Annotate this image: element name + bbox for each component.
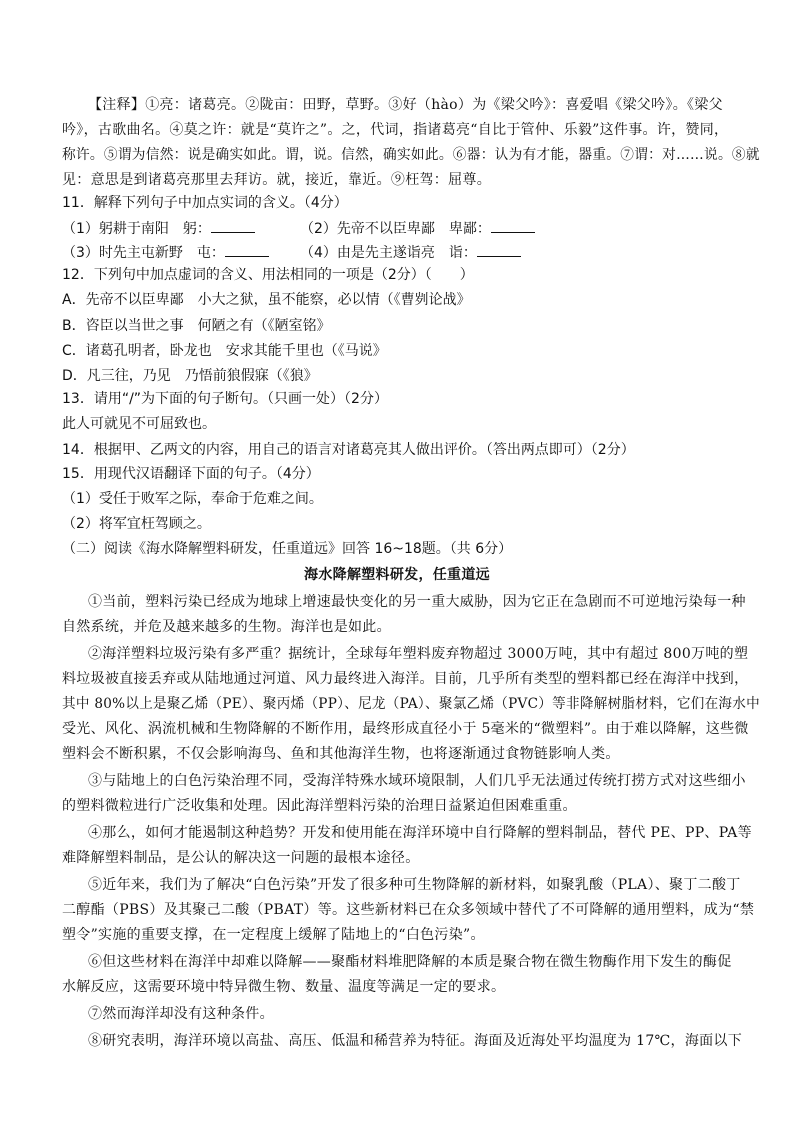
- notes-line-1: 【注释】①亮：诸葛亮。②陇亩：田野，草野。③好（hào）为《梁父吟》：喜爱唱《梁父吟》。《梁父: [88, 97, 723, 113]
- notes-line-4: 见：意思是到诸葛亮那里去拜访。就，接近，靠近。⑨枉驾：屈尊。: [62, 172, 491, 188]
- article-p2-line: 其中 80%以上是聚乙烯（PE）、聚丙烯（PP）、尼龙（PA）、聚氯乙烯（PVC）等非降解树脂材料，它们在海水中: [62, 696, 761, 712]
- article-title: 海水降解塑料研发，任重道远: [304, 567, 490, 583]
- article-p5-line: ⑤近年来，我们为了解决“白色污染”开发了很多种可生物降解的新材料，如聚乳酸（PLA）、聚丁二酸丁: [88, 877, 741, 893]
- q11-item-1: [62, 217, 255, 239]
- q12-option-c[interactable]: C．诸葛孔明者，卧龙也 安求其能千里也（《马说》: [62, 343, 387, 359]
- article-p2-line: 塑料会不断积累，不仅会影响海鸟、鱼和其他海洋生物，也将逐渐通过食物链影响人类。: [62, 746, 620, 762]
- q12-option-b[interactable]: B．咨臣以当世之事 何陋之有（《陋室铭》: [62, 318, 331, 334]
- article-p5-line: 二醇酯（PBS）及其聚己二酸（PBAT）等。这些新材料已在众多领域中替代了不可降解的通用塑料，成为“禁: [62, 902, 755, 918]
- q11-item-4-text: （4）由是先主遂诣亮 诣：: [300, 245, 477, 261]
- notes-line-2: 吟》，古歌曲名。④莫之许：就是“莫许之”。之，代词，指诸葛亮“自比于管仲、乐毅”这件事。许，赞同，: [62, 122, 729, 138]
- q14-stem: 14．根据甲、乙两文的内容，用自己的语言对诸葛亮其人做出评价。（答出两点即可）（2分）: [62, 442, 635, 458]
- article-p6-line: 水解反应，这需要环境中特异微生物、数量、温度等满足一定的要求。: [62, 979, 506, 995]
- article-p4-line: 难降解塑料制品，是公认的解决这一问题的最根本途径。: [62, 850, 420, 866]
- answer-blank[interactable]: [225, 241, 269, 257]
- article-p5-line: 塑令”实施的重要支撑，在一定程度上缓解了陆地上的“白色污染”。: [62, 927, 485, 943]
- q11-item-3-text: （3）时先主屯新野 屯：: [62, 245, 225, 261]
- q11-item-2-text: （2）先帝不以臣卑鄙 卑鄙：: [300, 221, 491, 237]
- article-p8-line: ⑧研究表明，海洋环境以高盐、高压、低温和稀营养为特征。海面及近海处平均温度为 17℃，海面以下: [88, 1033, 743, 1049]
- q11-stem: 11．解释下列句子中加点实词的含义。（4分）: [62, 195, 348, 211]
- q13-stem: 13．请用“/”为下面的句子断句。（只画一处）（2分）: [62, 391, 388, 407]
- q15-stem: 15．用现代汉语翻译下面的句子。（4分）: [62, 466, 320, 482]
- q11-item-1-text: （1）躬耕于南阳 躬：: [62, 221, 211, 237]
- q15-item-2: （2）将军宜枉驾顾之。: [62, 516, 211, 532]
- q11-item-2: [300, 217, 535, 239]
- q12-stem: 12．下列句中加点虚词的含义、用法相同的一项是（2分）（ ）: [62, 267, 474, 283]
- article-p3-line: ③与陆地上的白色污染治理不同，受海洋特殊水域环境限制，人们几乎无法通过传统打捞方式对这些细小: [88, 773, 746, 789]
- q12-option-d[interactable]: D．凡三往，乃见 乃悟前狼假寐（《狼》: [62, 368, 318, 384]
- section2-heading: （二）阅读《海水降解塑料研发，任重道远》回答 16~18题。（共 6分）: [62, 541, 513, 557]
- article-p1-line: 自然系统，并危及越来越多的生物。海洋也是如此。: [62, 619, 391, 635]
- article-p1-line: ①当前，塑料污染已经成为地球上增速最快变化的另一重大威胁，因为它正在急剧而不可逆地污染每一种: [88, 594, 746, 610]
- answer-blank[interactable]: [211, 217, 255, 233]
- answer-blank[interactable]: [491, 217, 535, 233]
- article-p2-line: 受光、风化、涡流机械和生物降解的不断作用，最终形成直径小于 5毫米的“微塑料”。由于难以降解，这些微: [62, 721, 749, 737]
- article-p6-line: ⑥但这些材料在海洋中却难以降解——聚酯材料堆肥降解的本质是聚合物在微生物酶作用下发生的酶促: [88, 954, 732, 970]
- q11-item-3: [62, 241, 269, 263]
- q13-sentence: 此人可就见不可屈致也。: [62, 416, 216, 432]
- answer-blank[interactable]: [477, 241, 521, 257]
- article-p3-line: 的塑料微粒进行广泛收集和处理。因此海洋塑料污染的治理日益紧迫但困难重重。: [62, 798, 577, 814]
- q12-option-a[interactable]: A．先帝不以臣卑鄙 小大之狱，虽不能察，必以情（《曹刿论战》: [62, 292, 471, 308]
- article-p7-line: ⑦然而海洋却没有这种条件。: [88, 1006, 274, 1022]
- q11-item-4: [300, 241, 521, 263]
- notes-line-3: 称许。⑤谓为信然：说是确实如此。谓，说。信然，确实如此。⑥器：认为有才能，器重。⑦谓：对……说。⑧就: [62, 147, 760, 163]
- article-p2-line: ②海洋塑料垃圾污染有多严重？据统计，全球每年塑料废弃物超过 3000万吨，其中有超过 800万吨的塑: [88, 646, 749, 662]
- article-p4-line: ④那么，如何才能遏制这种趋势？开发和使用能在海洋环境中自行降解的塑料制品，替代 PE、PP、PA等: [88, 825, 752, 841]
- q15-item-1: （1）受任于败军之际，奉命于危难之间。: [62, 491, 323, 507]
- article-p2-line: 料垃圾被直接丢弃或从陆地通过河道、风力最终进入海洋。目前，几乎所有类型的塑料都已经在海洋中找到，: [62, 671, 749, 687]
